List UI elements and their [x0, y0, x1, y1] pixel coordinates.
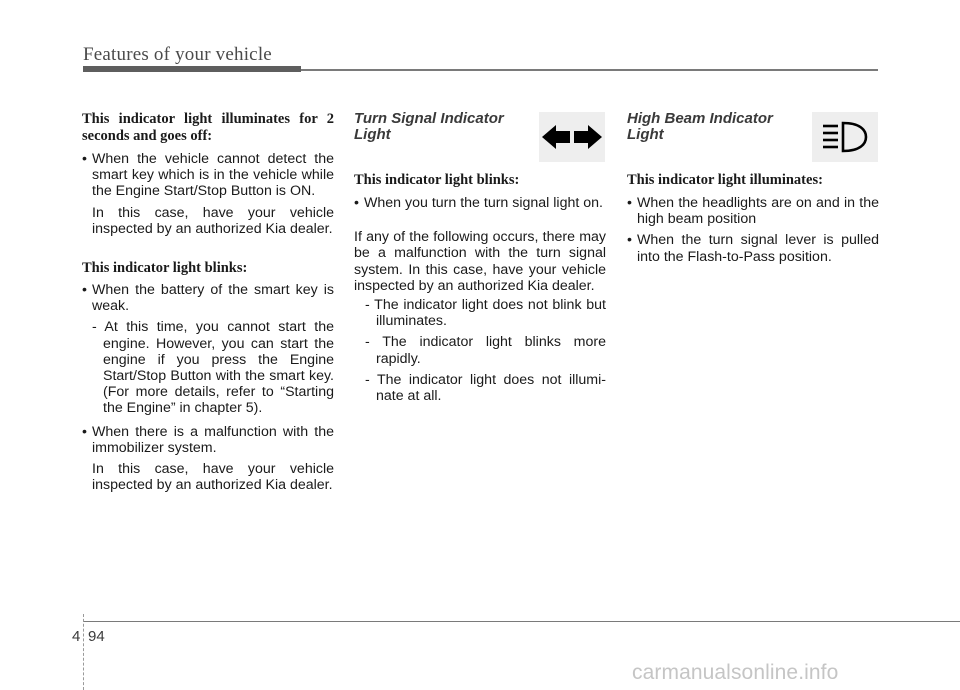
watermark: carmanualsonline.info	[632, 661, 839, 684]
dash-item: - The indicator light does not blink but illuminates.	[365, 297, 606, 330]
bullet-subtext: In this case, have your vehicle inspected by an authorized Kia dealer.	[92, 204, 334, 237]
bullet-item: • When the vehicle cannot detect the smart key which is in the vehicle while the Engine Start/Stop Button is ON.	[82, 151, 334, 200]
bullet-item: • When the headlights are on and in the high beam position	[627, 195, 879, 227]
heading-line: Light	[627, 126, 664, 143]
dash-item: - The indicator light blinks more rapidly.	[365, 334, 606, 367]
turn-signal-arrows-icon	[539, 112, 605, 162]
turn-signal-arrows-icon	[539, 112, 605, 162]
column-smart-key	[82, 111, 334, 493]
header-bar	[83, 66, 301, 72]
bullet-item: • When you turn the turn signal light on.	[354, 195, 606, 211]
bullet-item: • When there is a malfunction with the immobilizer system.	[82, 424, 334, 456]
page-header-title: Features of your vehicle	[83, 44, 272, 65]
footer-rule	[83, 621, 960, 622]
chapter-number: 4	[72, 628, 81, 645]
footer-divider	[83, 614, 84, 690]
bullet-item: • When the battery of the smart key is weak.	[82, 282, 334, 314]
heading-line: High Beam Indicator	[627, 110, 773, 127]
dash-item: - At this time, you cannot start the engine. However, you can start the engine if you press the Engine Start/Stop Button with the smart key. (For more details, refer to “Starting the Engine” in chapter 5).	[92, 319, 334, 417]
heading-line: Turn Signal Indicator	[354, 110, 504, 127]
heading-line: Light	[354, 126, 391, 143]
blinks-heading: This indicator light blinks:	[82, 260, 248, 277]
bullet-subtext: In this case, have your vehicle inspected by an authorized Kia dealer.	[92, 461, 334, 494]
blinks-heading: This indicator light blinks:	[354, 172, 520, 188]
page-number: 94	[88, 628, 105, 645]
intro-text: This indicator light illuminates for 2 seconds and goes off:	[82, 111, 334, 144]
high-beam-icon	[812, 112, 878, 162]
illuminates-heading: This indicator light illuminates:	[627, 172, 823, 188]
bullet-item: • When the turn signal lever is pulled into the Flash-to-Pass position.	[627, 232, 879, 264]
paragraph: If any of the following occurs, there may be a malfunction with the turn signal system. In this case, have your vehicle inspected by an authorized Kia dealer.	[354, 229, 606, 294]
header-rule	[301, 69, 878, 71]
dash-item: - The indicator light does not illumi- nate at all.	[365, 371, 606, 405]
high-beam-icon	[812, 112, 878, 162]
